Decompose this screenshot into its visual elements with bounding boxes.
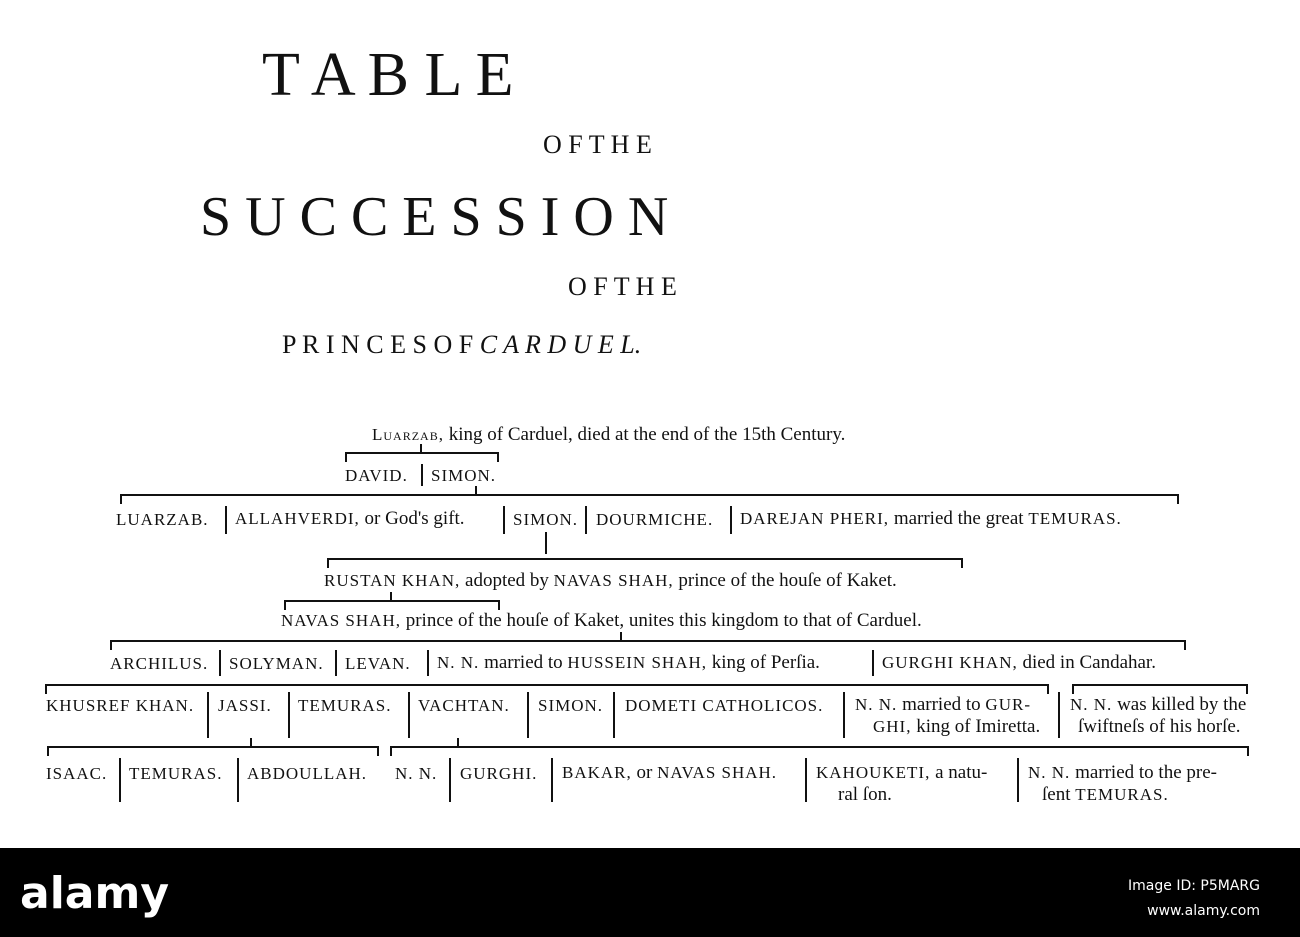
brace-r1 — [345, 452, 499, 462]
image-id: Image ID: P5MARG — [1128, 878, 1260, 894]
person-temuras-r8: TEMURAS. — [129, 764, 223, 783]
person-desc: ſent — [1042, 784, 1071, 805]
person-desc: married to — [484, 652, 563, 673]
person-jassi: JASSI. — [218, 696, 272, 715]
person-allahverdi — [235, 508, 465, 530]
divider — [551, 758, 553, 802]
person-darejan — [740, 508, 1122, 530]
person-name: NAVAS SHAH. — [657, 763, 778, 782]
brace-r5 — [284, 600, 500, 610]
brace-r4 — [327, 558, 963, 568]
divider — [427, 650, 429, 676]
brace-tip-r8a — [250, 738, 252, 746]
person-gurghi: GURGHI. — [460, 764, 538, 783]
person-desc: married the great — [893, 508, 1024, 529]
person-name: N. N. — [855, 695, 898, 714]
person-dometi: DOMETI CATHOLICOS. — [625, 696, 824, 715]
person-temuras-r7: TEMURAS. — [298, 696, 392, 715]
person-desc: a natu- — [935, 762, 988, 783]
brace-tip-r5 — [390, 592, 392, 600]
person-name: GUR- — [985, 695, 1031, 714]
person-nn-r8: N. N. — [395, 764, 438, 783]
title-princes-of-carduel — [282, 330, 641, 360]
divider — [219, 650, 221, 676]
title-of-the-1: O F T H E — [543, 130, 652, 159]
person-desc: king of Perſia. — [711, 652, 820, 673]
watermark-footer — [0, 848, 1300, 937]
person-desc: ral ſon. — [838, 784, 892, 805]
divider — [585, 506, 587, 534]
person-kahouketi — [816, 762, 987, 806]
person-name: GURGHI KHAN, — [882, 653, 1018, 672]
person-desc: married to — [902, 694, 981, 715]
person-name: Luarzab, — [372, 425, 444, 444]
person-levan: LEVAN. — [345, 654, 411, 673]
divider — [335, 650, 337, 676]
divider — [288, 692, 290, 738]
brace-tip-r6 — [620, 632, 622, 640]
person-gurghi-khan — [882, 652, 1156, 674]
divider — [449, 758, 451, 802]
person-name: BAKAR, — [562, 763, 632, 782]
brace-r7 — [45, 684, 1049, 694]
person-desc: king of Carduel, died at the end of the 15th Century. — [448, 424, 846, 445]
person-name: DAREJAN PHERI, — [740, 509, 890, 528]
divider — [527, 692, 529, 738]
divider — [421, 464, 423, 486]
title-princes-of: P R I N C E S O F — [282, 330, 480, 359]
person-simon-r3: SIMON. — [513, 510, 579, 529]
person-desc: ſwiftneſs of his horſe. — [1078, 716, 1241, 737]
divider — [805, 758, 807, 802]
alamy-logo: alamy — [20, 868, 169, 919]
person-rustan-khan — [324, 570, 897, 592]
person-name: ALLAHVERDI, — [235, 509, 360, 528]
person-desc: died in Candahar. — [1022, 652, 1156, 673]
person-khusref-khan: KHUSREF KHAN. — [46, 696, 195, 715]
person-desc: or God's gift. — [364, 508, 465, 529]
person-simon: SIMON. — [431, 466, 497, 485]
person-desc: or — [636, 762, 653, 783]
divider — [503, 506, 505, 534]
title-succession: S U C C E S S I O N — [200, 186, 669, 248]
title-carduel: C A R D U E L. — [479, 330, 642, 359]
divider — [1017, 758, 1019, 802]
person-desc: married to the pre- — [1075, 762, 1217, 783]
connector — [545, 532, 547, 554]
divider — [408, 692, 410, 738]
person-isaac: ISAAC. — [46, 764, 108, 783]
person-name: NAVAS SHAH, — [281, 611, 401, 630]
divider — [843, 692, 845, 738]
divider — [1058, 692, 1060, 738]
person-desc: king of Imiretta. — [916, 716, 1041, 737]
brace-r8b — [390, 746, 1249, 756]
person-desc: was killed by the — [1117, 694, 1247, 715]
site-url: www.alamy.com — [1147, 903, 1260, 919]
person-name: TEMURAS. — [1075, 785, 1169, 804]
person-desc: prince of the houſe of Kaket. — [678, 570, 897, 591]
person-nn-hussein — [437, 652, 820, 674]
person-name: KAHOUKETI, — [816, 763, 931, 782]
brace-r7b — [1072, 684, 1248, 694]
person-name: N. N. — [437, 653, 480, 672]
person-name: TEMURAS. — [1028, 509, 1122, 528]
person-bakar — [562, 762, 777, 784]
person-archilus: ARCHILUS. — [110, 654, 209, 673]
person-simon-r7: SIMON. — [538, 696, 604, 715]
person-navas-shah — [281, 610, 922, 632]
brace-tip-r1 — [420, 444, 422, 452]
person-name: HUSSEIN SHAH, — [567, 653, 707, 672]
divider — [207, 692, 209, 738]
person-name: GHI, — [873, 717, 912, 736]
brace-r8a — [47, 746, 379, 756]
person-nn-horse — [1070, 694, 1246, 738]
divider — [225, 506, 227, 534]
row-luarzab-root — [372, 424, 845, 446]
brace-r6 — [110, 640, 1186, 650]
divider — [613, 692, 615, 738]
title-table: T A B L E — [262, 41, 514, 109]
person-name: NAVAS SHAH, — [553, 571, 674, 590]
title-of-the-2: O F T H E — [568, 272, 677, 301]
person-name: RUSTAN KHAN, — [324, 571, 461, 590]
person-name: N. N. — [1070, 695, 1113, 714]
person-dourmiche: DOURMICHE. — [596, 510, 714, 529]
brace-r3 — [120, 494, 1179, 504]
person-desc: adopted by — [465, 570, 549, 591]
divider — [872, 650, 874, 676]
brace-tip-r8b — [457, 738, 459, 746]
person-nn-gurghi — [855, 694, 1040, 738]
brace-tip-r3 — [475, 486, 477, 494]
person-vachtan: VACHTAN. — [418, 696, 510, 715]
person-nn-temuras — [1028, 762, 1217, 806]
divider — [119, 758, 121, 802]
person-david: DAVID. — [345, 466, 408, 485]
person-desc: prince of the houſe of Kaket, unites this kingdom to that of Carduel. — [405, 610, 922, 631]
person-solyman: SOLYMAN. — [229, 654, 324, 673]
person-abdoullah: ABDOULLAH. — [247, 764, 368, 783]
person-name: N. N. — [1028, 763, 1071, 782]
person-luarzab: LUARZAB. — [116, 510, 209, 529]
divider — [237, 758, 239, 802]
divider — [730, 506, 732, 534]
